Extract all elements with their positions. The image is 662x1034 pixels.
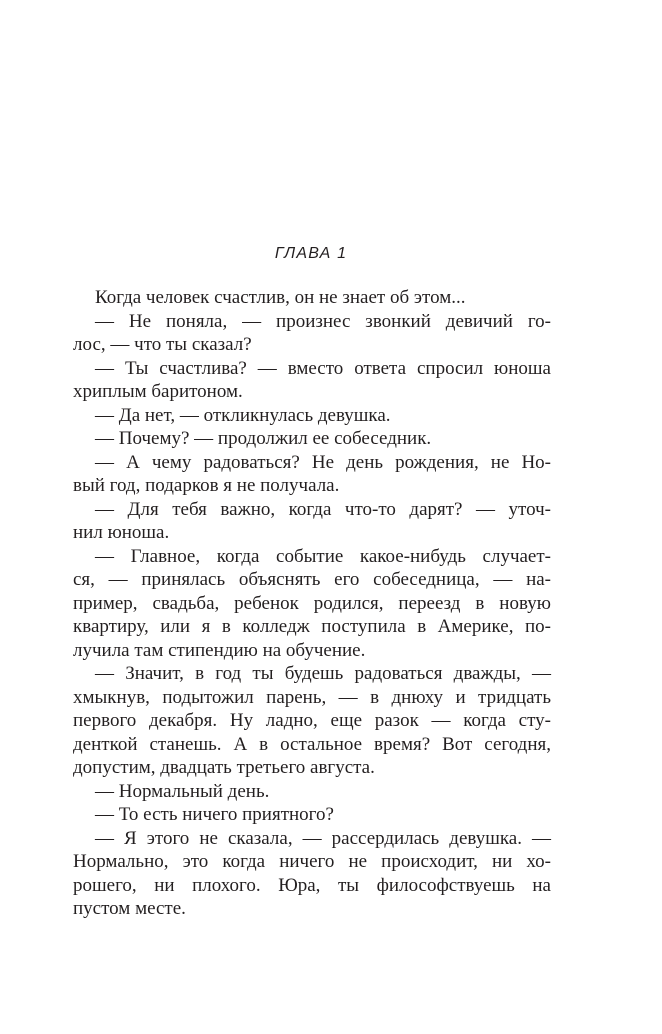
text-line: — То есть ничего приятного?: [95, 804, 334, 825]
text-line: хмыкнув, подытожил парень, — в днюху и тридцать: [73, 686, 551, 708]
body-text: [73, 286, 551, 921]
text-line: Когда человек счастлив, он не знает об этом...: [95, 287, 466, 308]
text-line: допустим, двадцать третьего августа.: [73, 757, 375, 778]
text-line: лучила там стипендию на обучение.: [73, 639, 366, 661]
text-line: — Я этого не сказала, — рассердилась девушка. —: [95, 827, 551, 849]
text-line: — А чему радоваться? Не день рождения, не Но-: [95, 451, 551, 473]
text-line: Нормально, это когда ничего не происходит, ни хо-: [73, 851, 551, 872]
chapter-title: ГЛАВА 1: [274, 245, 348, 262]
text-line: — Не поняла, — произнес звонкий девичий го-: [95, 310, 551, 332]
text-line: пустом месте.: [73, 898, 186, 919]
text-line: — Почему? — продолжил ее собеседник.: [95, 428, 432, 449]
text-line: — Для тебя важно, когда что-то дарят? — уточ-: [95, 498, 551, 520]
text-line: лос, — что ты сказал?: [73, 334, 252, 355]
text-line: хриплым баритоном.: [73, 381, 243, 402]
text-line: — Нормальный день.: [95, 780, 270, 802]
text-line: — Значит, в год ты будешь радоваться дважды, —: [95, 663, 551, 684]
text-line: — Да нет, — откликнулась девушка.: [95, 404, 391, 426]
text-line: нил юноша.: [73, 522, 170, 543]
text-line: рошего, ни плохого. Юра, ты философствуешь на: [73, 874, 551, 896]
text-line: пример, свадьба, ребенок родился, переезд в новую: [73, 592, 551, 614]
text-line: — Ты счастлива? — вместо ответа спросил юноша: [95, 357, 551, 379]
text-line: денткой станешь. А в остальное время? Вот сегодня,: [73, 733, 551, 755]
text-line: — Главное, когда событие какое-нибудь случает-: [95, 545, 551, 567]
text-line: первого декабря. Ну ладно, еще разок — когда сту-: [73, 710, 551, 731]
text-line: ся, — принялась объяснять его собеседница, — на-: [73, 569, 551, 590]
text-line: вый год, подарков я не получала.: [73, 475, 340, 496]
text-line: квартиру, или я в колледж поступила в Америке, по-: [73, 616, 551, 637]
